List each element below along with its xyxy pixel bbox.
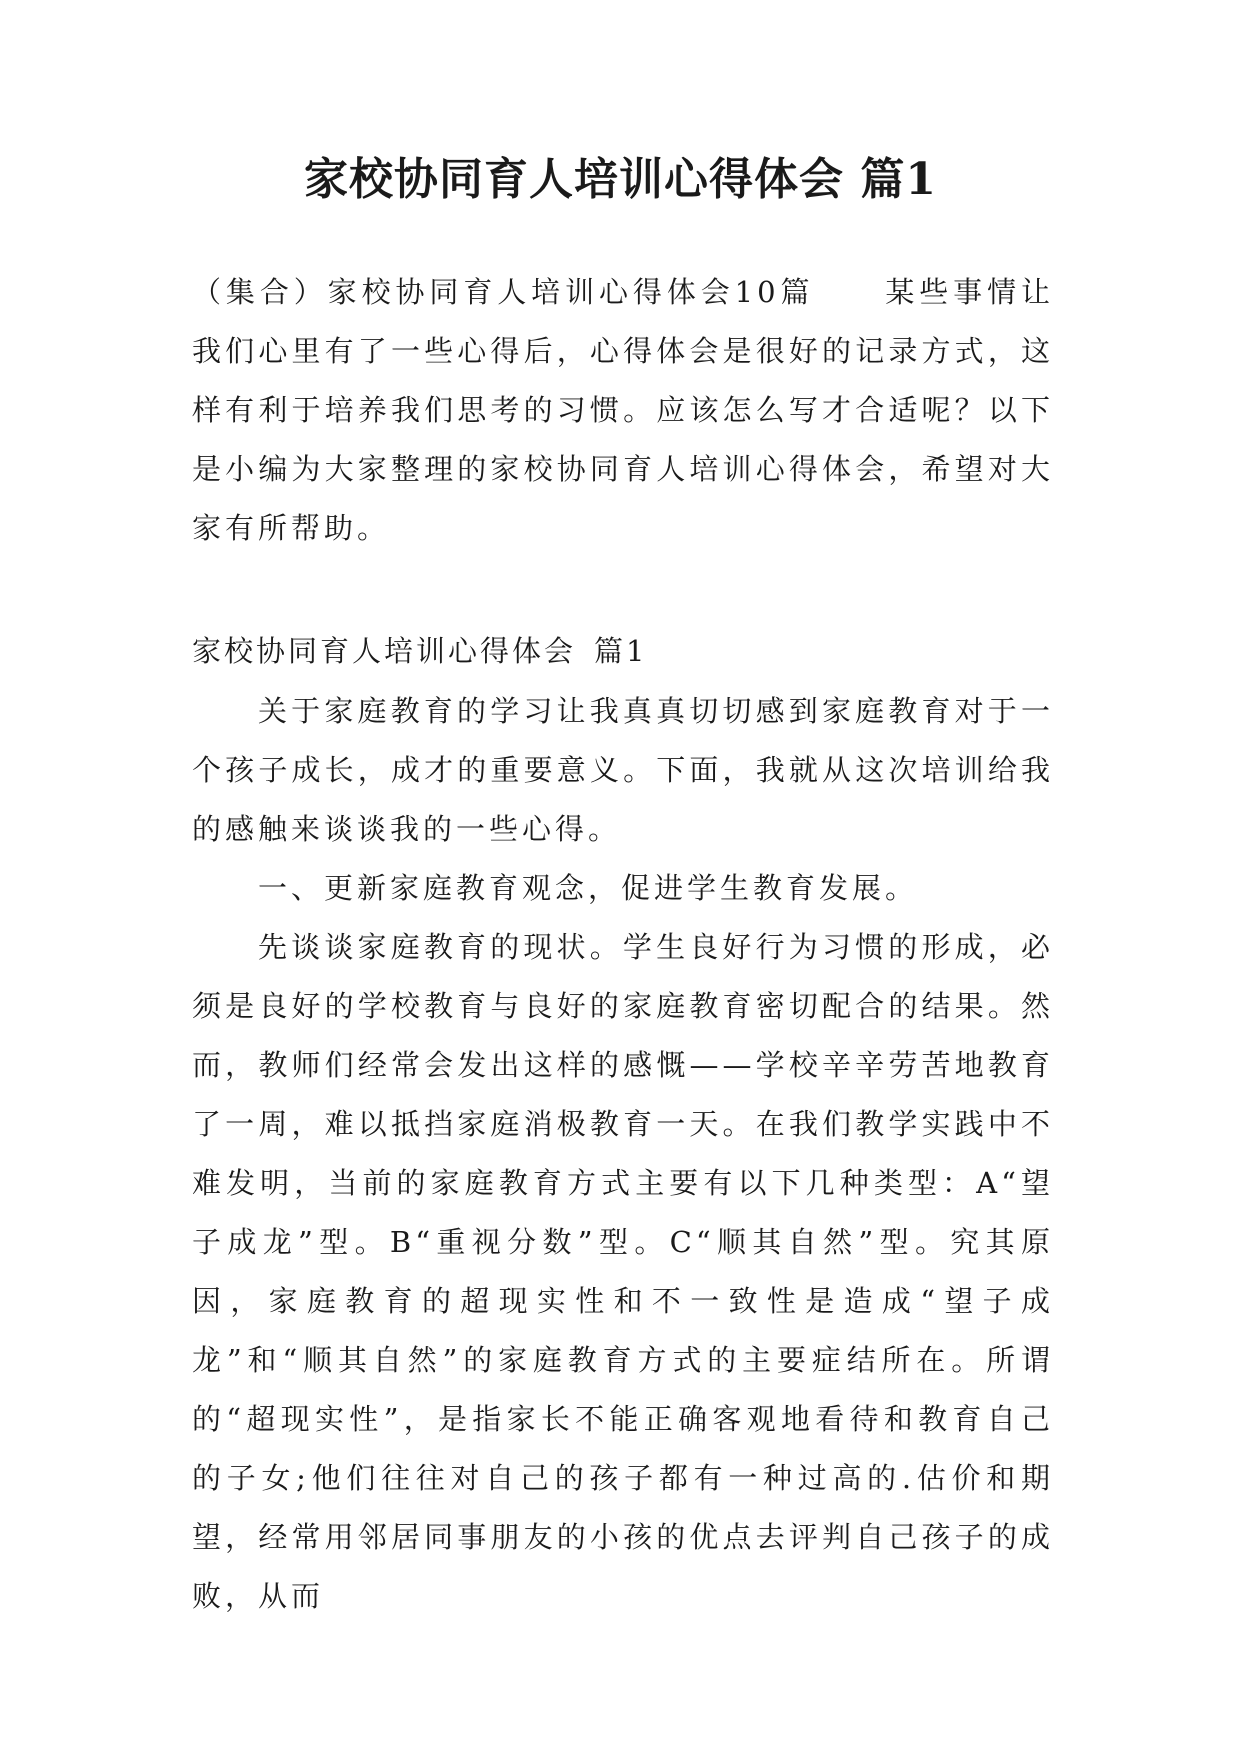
intro-paragraph [192,263,1054,558]
article-subheading: 一、更新家庭教育观念，促进学生教育发展。 [258,871,919,905]
intro-lead: （集合）家校协同育人培训心得体会10篇 [192,275,815,309]
section-heading [192,622,647,681]
section-heading-title: 家校协同育人培训心得体会 [192,634,577,668]
intro-text: 某些事情让我们心里有了一些心得后，心得体会是很好的记录方式，这样有利于培养我们思考的习惯。应该怎么写才合适呢？以下是小编为大家整理的家校协同育人培训心得体会，希望对大家有所帮助。 [192,275,1054,545]
document-title: 家校协同育人培训心得体会 篇1 [304,154,937,205]
article-body [192,682,1054,1626]
article-paragraph: 先谈谈家庭教育的现状。学生良好行为习惯的形成，必须是良好的学校教育与良好的家庭教育密切配合的结果。然而，教师们经常会发出这样的感慨——学校辛辛劳苦地教育了一周，难以抵挡家庭消极教育一天。在我们教学实践中不难发明，当前的家庭教育方式主要有以下几种类型：A“望子成龙”型。B“重视分数”型。C“顺其自然”型。究其原因，家庭教育的超现实性和不一致性是造成“望子成龙”和“顺其自然”的家庭教育方式的主要症结所在。所谓的“超现实性”，是指家长不能正确客观地看待和教育自己的子女;他们往往对自己的孩子都有一种过高的.估价和期望，经常用邻居同事朋友的小孩的优点去评判自己孩子的成败，从而 [192,930,1054,1613]
article-paragraph: 关于家庭教育的学习让我真真切切感到家庭教育对于一个孩子成长，成才的重要意义。下面，我就从这次培训给我的感触来谈谈我的一些心得。 [192,694,1054,846]
section-heading-label: 篇1 [594,634,648,668]
